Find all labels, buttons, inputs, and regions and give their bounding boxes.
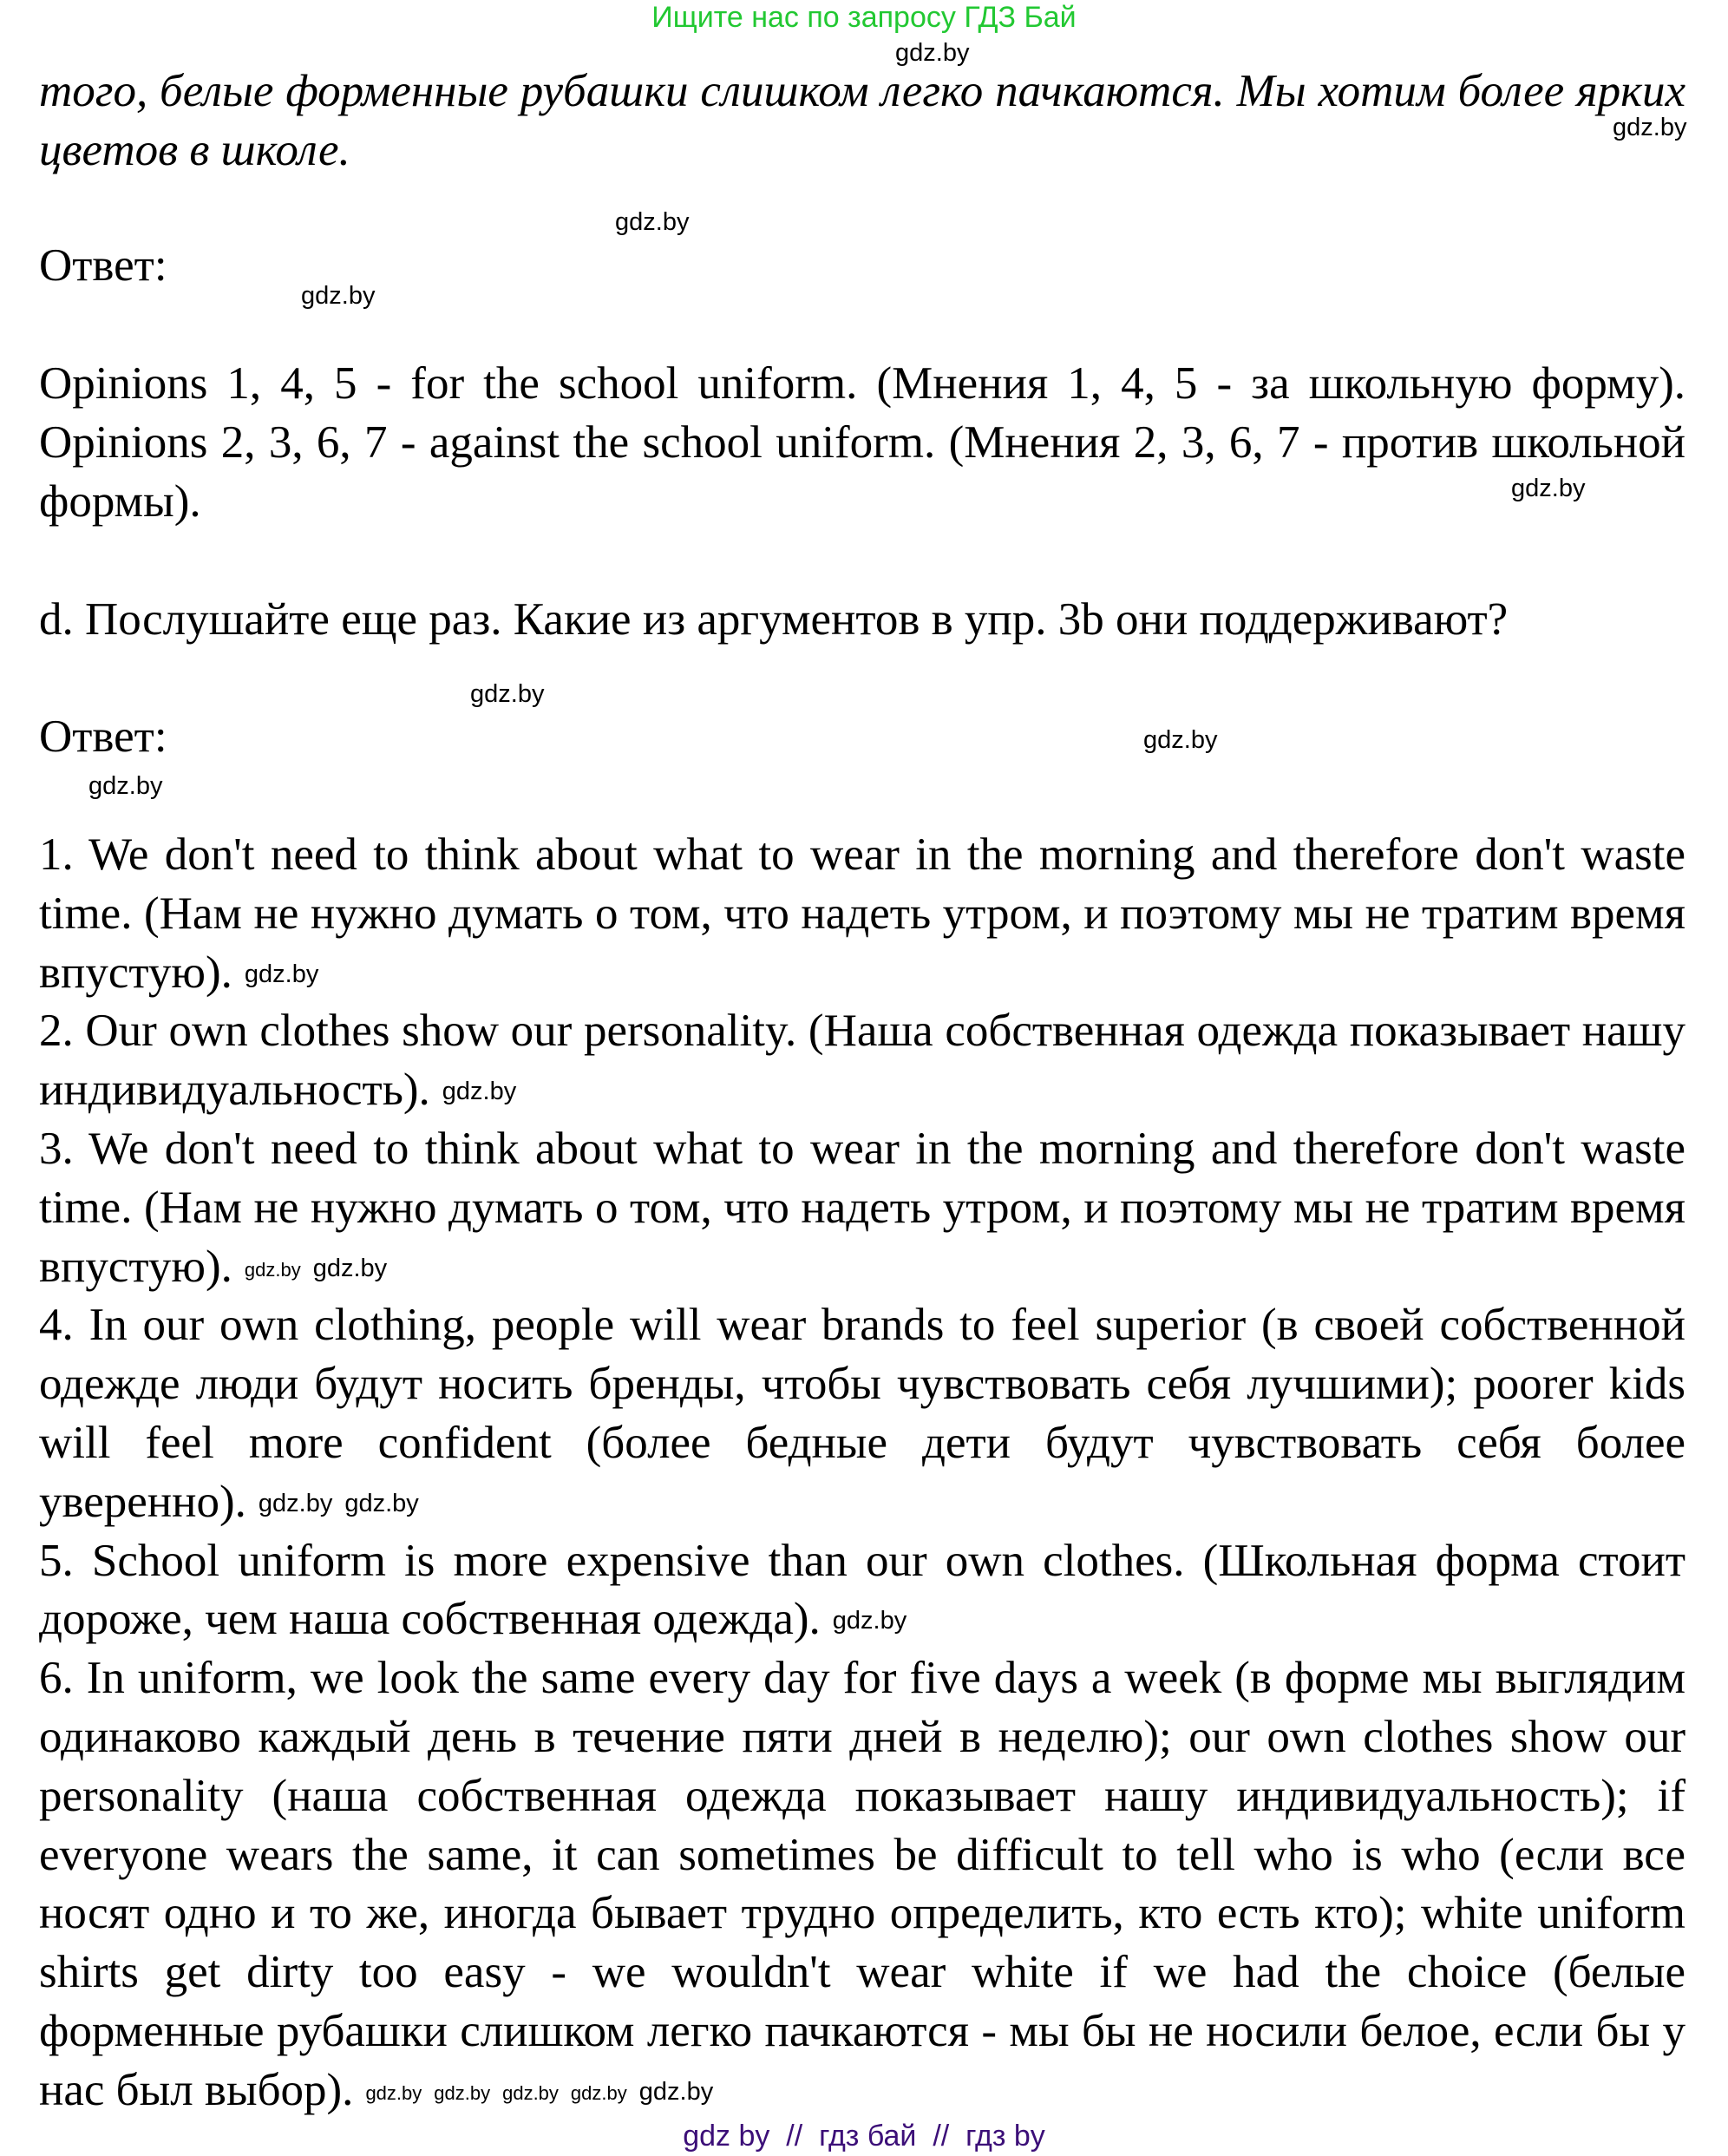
watermark: gdz.by bbox=[1511, 475, 1586, 502]
intro-paragraph: того, белые форменные рубашки слишком легко пачкаются. Мы хотим более ярких цветов в школе. bbox=[39, 66, 1685, 175]
watermark: gdz.by bbox=[88, 772, 163, 800]
watermark: gdz.by bbox=[365, 2081, 422, 2104]
search-banner[interactable]: Ищите нас по запросу ГДЗ Бай bbox=[651, 1, 1077, 34]
watermark: gdz.by bbox=[832, 1607, 907, 1635]
footer-links[interactable]: gdz by // гдз бай // гдз by bbox=[683, 2120, 1045, 2153]
opinions-text bbox=[39, 355, 1685, 531]
list-item bbox=[39, 1120, 1685, 1296]
watermark: gdz.by bbox=[470, 680, 545, 708]
intro-text bbox=[39, 62, 1685, 180]
watermark: gdz.by bbox=[244, 1258, 301, 1281]
list-item-text: 1. We don't need to think about what to wear in the morning and therefore don't waste time. (Нам не нужно думать о том, что надеть утром, и поэтому мы не тратим время впустую). bbox=[39, 829, 1685, 998]
answer-label: Ответ: bbox=[39, 711, 167, 762]
list-item-text: 6. In uniform, we look the same every day for five days a week (в форме мы выглядим одинаково каждый день в течение пяти дней в неделю); our own clothes show our personality (наша собственная одежда показывает нашу индивидуальность); if everyone wears the same, it can sometimes be difficult to tell who is who (если все носят одно и то же, иногда бывает трудно определить, кто есть кто); white uniform shirts get dirty too easy - we wouldn't wear white if we had the choice (белые форменные рубашки слишком легко пачкаются - мы бы не носили белое, если бы у нас был выбор). bbox=[39, 1653, 1685, 2115]
list-item bbox=[39, 1296, 1685, 1531]
watermark: gdz.by bbox=[1613, 114, 1687, 141]
watermark: gdz.by bbox=[301, 282, 376, 310]
watermark: gdz.by bbox=[502, 2081, 559, 2104]
task-d-heading: d. Послушайте еще раз. Какие из аргументов в упр. 3b они поддерживают? bbox=[39, 594, 1509, 645]
list-item-text: 4. In our own clothing, people will wear brands to feel superior (в своей собственной одежде люди будут носить бренды, чтобы чувствовать себя лучшими); poorer kids will feel more confident (более бедные дети будут чувствовать себя более уверенно). bbox=[39, 1300, 1685, 1527]
answer-label: Ответ: bbox=[39, 240, 167, 291]
watermark: gdz.by bbox=[312, 1254, 388, 1282]
list-item-text: 5. School uniform is more expensive than our own clothes. (Школьная форма стоит дороже, чем наша собственная одежда). bbox=[39, 1535, 1685, 1645]
watermark: gdz.by bbox=[895, 39, 970, 67]
watermark: gdz.by bbox=[344, 1489, 419, 1517]
list-item bbox=[39, 1649, 1685, 2120]
watermark: gdz.by bbox=[258, 1489, 333, 1517]
watermark: gdz.by bbox=[570, 2081, 627, 2104]
watermark: gdz.by bbox=[615, 208, 690, 236]
list-item-text: 2. Our own clothes show our personality. (Наша собственная одежда показывает нашу индивидуальность). bbox=[39, 1006, 1685, 1116]
list-item bbox=[39, 1532, 1685, 1650]
list-item bbox=[39, 1002, 1685, 1120]
answer-list bbox=[39, 826, 1685, 2120]
watermark: gdz.by bbox=[434, 2081, 491, 2104]
watermark: gdz.by bbox=[244, 960, 319, 988]
watermark: gdz.by bbox=[638, 2077, 714, 2106]
opinions-paragraph: Opinions 1, 4, 5 - for the school uniform. (Мнения 1, 4, 5 - за школьную форму). Opinions 2, 3, 6, 7 - against the school uniform. (Мнения 2, 3, 6, 7 - против школьной формы). bbox=[39, 358, 1685, 527]
list-item-text: 3. We don't need to think about what to wear in the morning and therefore don't waste time. (Нам не нужно думать о том, что надеть утром, и поэтому мы не тратим время впустую). bbox=[39, 1123, 1685, 1292]
list-item bbox=[39, 826, 1685, 1002]
watermark: gdz.by bbox=[1143, 726, 1218, 754]
watermark: gdz.by bbox=[442, 1078, 517, 1106]
